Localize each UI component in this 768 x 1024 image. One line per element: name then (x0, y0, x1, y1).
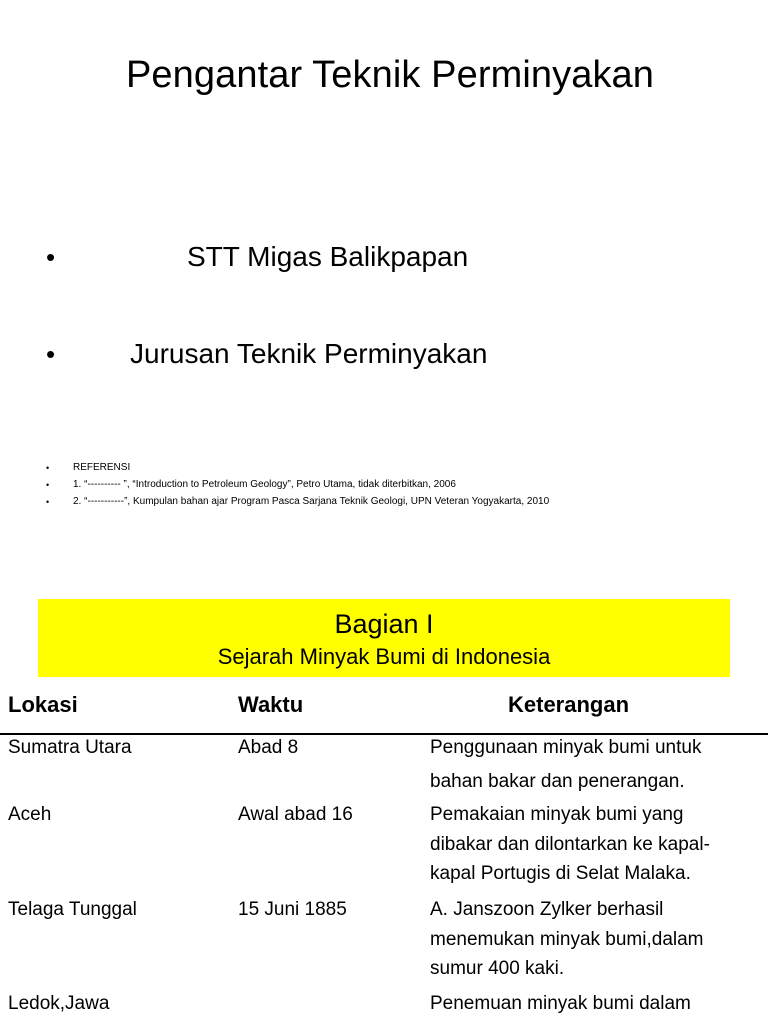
cell-keterangan (430, 989, 760, 1019)
keterangan-line: bahan bakar dan penerangan. (430, 770, 685, 792)
keterangan-line: Penggunaan minyak bumi untuk (430, 737, 702, 758)
reference-item-1-text: 1. “---------- ”, “Introduction to Petroleum Geology”, Petro Utama, tidak diterbitkan, 2006 (73, 479, 456, 490)
bullet-dot: • (46, 242, 56, 272)
cell-keterangan (430, 895, 760, 984)
cell-lokasi: Telaga Tunggal (8, 899, 137, 920)
column-header-keterangan: Keterangan (508, 692, 630, 717)
reference-item-2-text: 2. “-----------”, Kumpulan bahan ajar Program Pasca Sarjana Teknik Geologi, UPN Veteran Yogyakarta, 2010 (73, 496, 550, 507)
section-heading: Bagian I (334, 609, 434, 639)
cell-keterangan (430, 733, 760, 796)
column-header-waktu: Waktu (238, 692, 304, 717)
bullet-dot: • (46, 497, 50, 507)
keterangan-line: dibakar dan dilontarkan ke kapal- (430, 833, 710, 855)
keterangan-line: Penemuan minyak bumi dalam (430, 993, 691, 1014)
bullet-dot: • (46, 463, 50, 473)
page-title: Pengantar Teknik Perminyakan (125, 54, 655, 96)
keterangan-line: sumur 400 kaki. (430, 958, 565, 979)
cell-waktu: Abad 8 (238, 737, 299, 758)
cell-lokasi: Sumatra Utara (8, 737, 132, 758)
keterangan-line: Pemakaian minyak bumi yang (430, 804, 684, 825)
cell-lokasi: Ledok,Jawa (8, 993, 110, 1014)
keterangan-line: menemukan minyak bumi,dalam (430, 928, 704, 950)
keterangan-line: A. Janszoon Zylker berhasil (430, 899, 664, 920)
column-header-lokasi: Lokasi (8, 692, 78, 717)
keterangan-line: kapal Portugis di Selat Malaka. (430, 863, 691, 884)
cell-waktu: 15 Juni 1885 (238, 899, 347, 920)
bullet-dot: • (46, 339, 56, 369)
cell-waktu: Awal abad 16 (238, 804, 353, 825)
reference-heading-text: REFERENSI (73, 462, 131, 473)
section-banner (38, 599, 730, 677)
section-subheading: Sejarah Minyak Bumi di Indonesia (217, 644, 551, 669)
cell-lokasi: Aceh (8, 804, 52, 825)
cell-keterangan (430, 800, 760, 889)
main-bullet-department-text: Jurusan Teknik Perminyakan (130, 338, 488, 369)
bullet-dot: • (46, 480, 50, 490)
main-bullet-institution-text: STT Migas Balikpapan (187, 241, 469, 272)
